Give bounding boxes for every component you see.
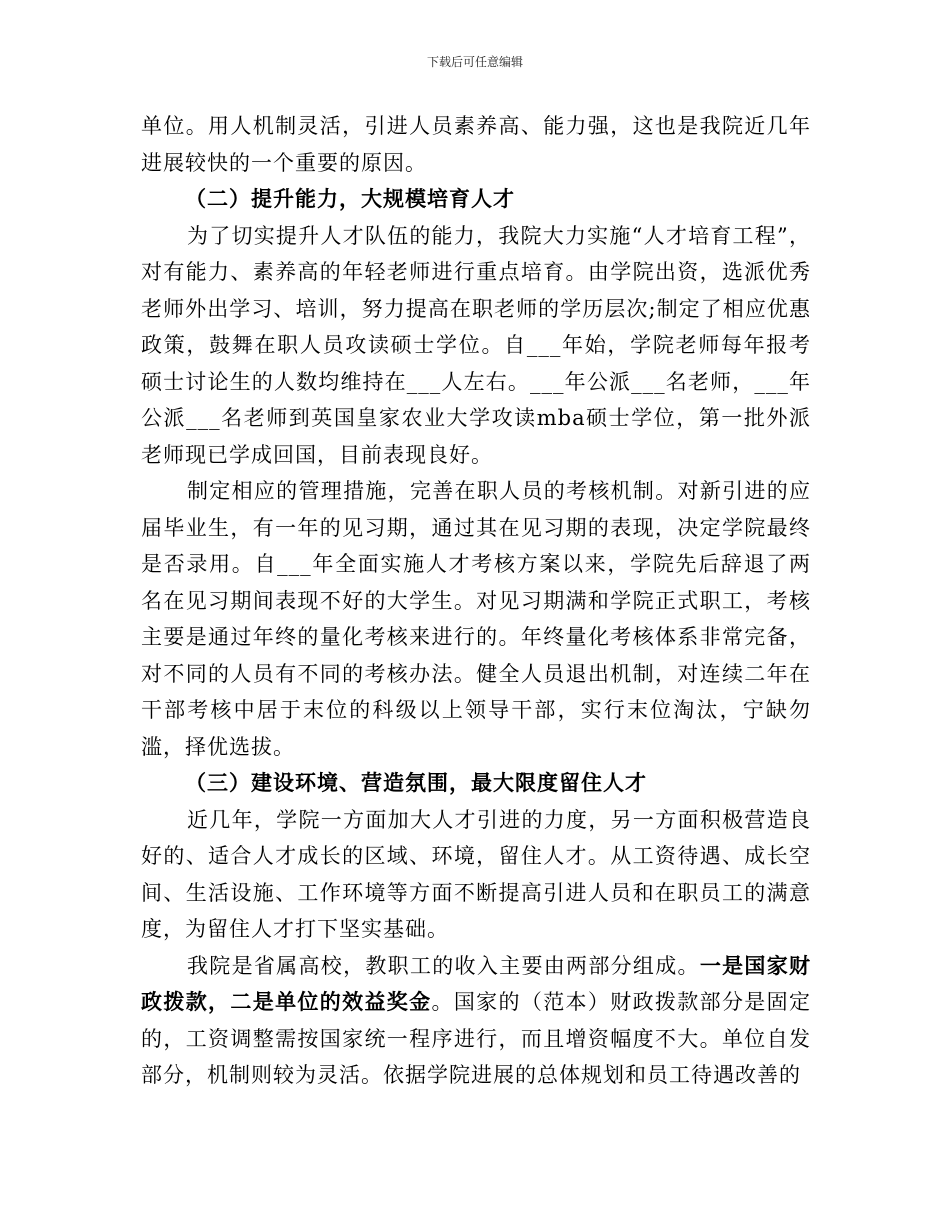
- document-body: [141, 108, 811, 1094]
- paragraph-talent-training: 为了切实提升人才队伍的能力，我院大力实施“人才培育工程”，对有能力、素养高的年轻老师进行重点培育。由学院出资，选派优秀老师外出学习、培训，努力提高在职老师的学历层次;制定了相应优惠政策，鼓舞在职人员攻读硕士学位。自___年始，学院老师每年报考硕士讨论生的人数均维持在___人左右。___年公派___名老师，___年公派___名老师到英国皇家农业大学攻读mba硕士学位，第一批外派老师现已学成回国，目前表现良好。: [141, 223, 811, 467]
- paragraph-environment: 近几年，学院一方面加大人才引进的力度，另一方面积极营造良好的、适合人才成长的区域、环境，留住人才。从工资待遇、成长空间、生活设施、工作环境等方面不断提高引进人员和在职员工的满意度，为留住人才打下坚实基础。: [141, 807, 811, 941]
- page-header: 下载后可任意编辑: [426, 55, 523, 69]
- section-heading-3: （三）建设环境、营造氛围，最大限度留住人才: [185, 770, 647, 795]
- paragraph-assessment: 制定相应的管理措施，完善在职人员的考核机制。对新引进的应届毕业生，有一年的见习期，通过其在见习期的表现，决定学院最终是否录用。自___年全面实施人才考核方案以来，学院先后辞退了两名在见习期间表现不好的大学生。对见习期满和学院正式职工，考核主要是通过年终的量化考核来进行的。年终量化考核体系非常完备，对不同的人员有不同的考核办法。健全人员退出机制，对连续二年在干部考核中居于末位的科级以上领导干部，实行末位淘汰，宁缺勿滥，择优选拔。: [141, 479, 811, 759]
- income-text-end: 。国家的（范本）财政拨款部分是固定的，工资调整需按国家统一程序进行，而且增资幅度不大。单位自发部分，机制则较为灵活。依据学院进展的总体规划和员工待遇改善的: [141, 990, 812, 1087]
- income-text-bold: 一是国家财政拨款，二是单位的效益奖金: [141, 952, 812, 1014]
- income-text-start: 我院是省属高校，教职工的收入主要由两部分组成。: [187, 953, 700, 978]
- paragraph-continuation: 单位。用人机制灵活，引进人员素养高、能力强，这也是我院近几年进展较快的一个重要的原因。: [141, 114, 811, 175]
- paragraph-income: [141, 948, 811, 1094]
- section-heading-2: （二）提升能力，大规模培育人才: [185, 186, 515, 211]
